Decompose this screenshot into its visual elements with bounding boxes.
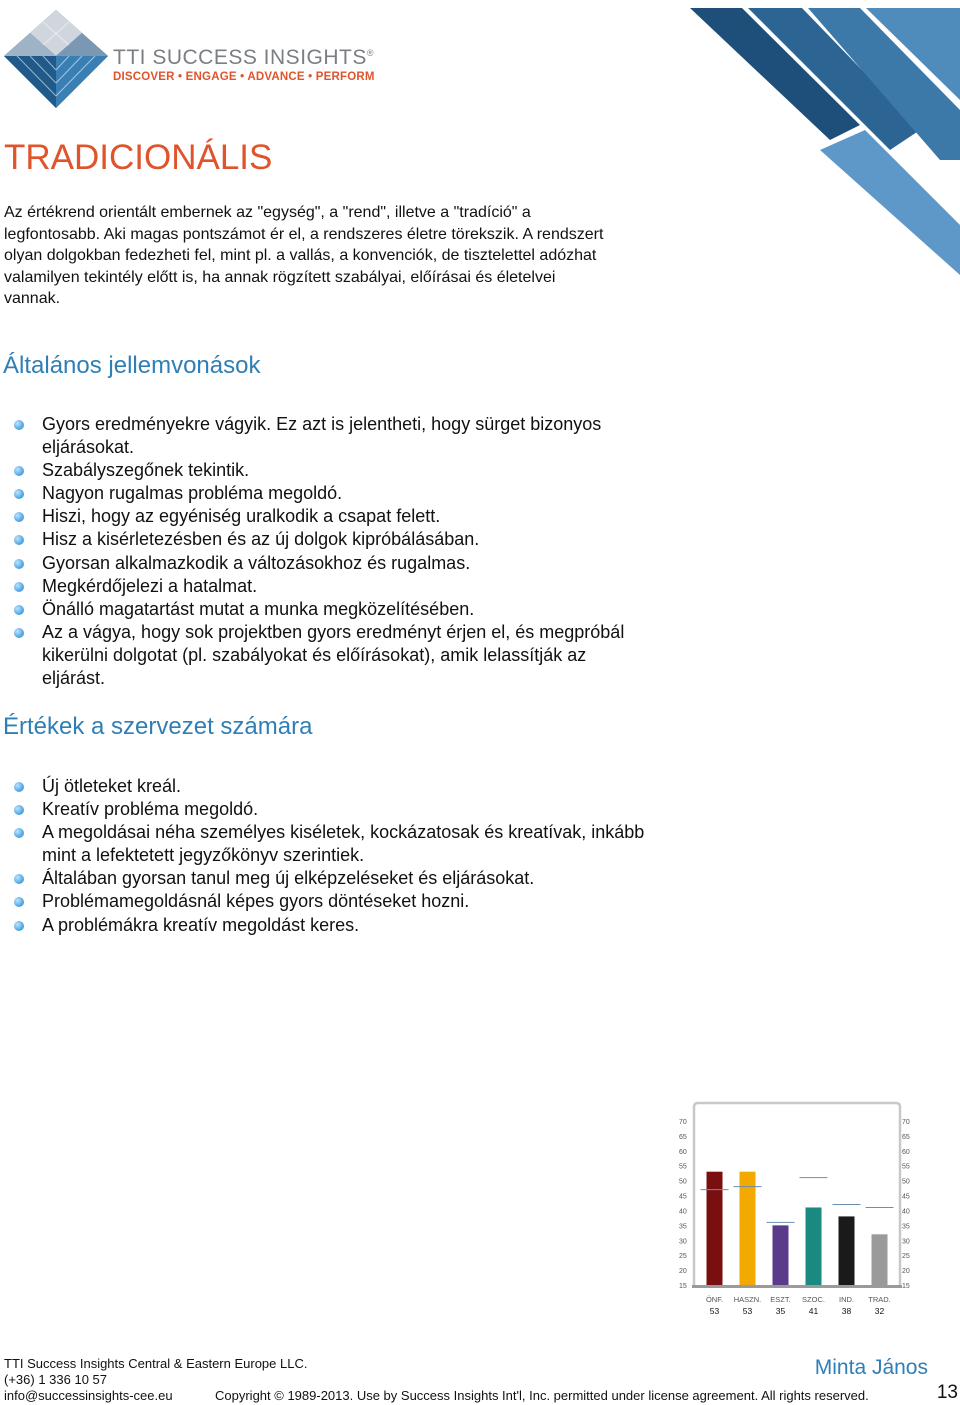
list-item: Hiszi, hogy az egyéniség uralkodik a csapat felett. (14, 505, 654, 528)
list-item: Nagyon rugalmas probléma megoldó. (14, 482, 654, 505)
y-tick-label-left: 50 (679, 1178, 687, 1186)
y-tick-label-left: 15 (679, 1283, 687, 1290)
brand-tagline: DISCOVER • ENGAGE • ADVANCE • PERFORM (113, 71, 375, 83)
bullet-icon (14, 828, 24, 838)
category-label: ÖNF. (705, 1295, 724, 1304)
category-label: HASZN. (733, 1295, 762, 1304)
general-traits-heading: Általános jellemvonások (3, 352, 261, 379)
footer-email: info@successinsights-cee.eu (4, 1388, 173, 1403)
chart-frame (694, 1103, 900, 1285)
y-tick-label-right: 70 (902, 1119, 910, 1126)
list-item: Gyorsan alkalmazkodik a változásokhoz és rugalmas. (14, 552, 654, 575)
footer-copyright: Copyright © 1989-2013. Use by Success Insights Int'l, Inc. permitted under license agreement. All rights reserved. (215, 1388, 869, 1403)
y-tick-label-left: 65 (679, 1133, 687, 1141)
bullet-icon (14, 874, 24, 884)
page-number: 13 (936, 1382, 958, 1403)
bullet-icon (14, 897, 24, 907)
data-label: 32 (874, 1306, 885, 1316)
y-tick-label-left: 70 (679, 1119, 687, 1126)
category-label: TRAD. (868, 1295, 891, 1304)
data-label: 53 (742, 1306, 753, 1316)
y-tick-label-right: 25 (902, 1253, 910, 1261)
bullet-icon (14, 466, 24, 476)
footer-company: TTI Success Insights Central & Eastern Europe LLC. (4, 1356, 308, 1371)
org-values-list (14, 775, 654, 937)
list-item: Gyors eredményekre vágyik. Ez azt is jelentheti, hogy sürget bizonyos eljárásokat. (14, 413, 654, 459)
chart-baseline (692, 1285, 902, 1288)
y-tick-label-right: 35 (902, 1223, 910, 1231)
y-tick-label-right: 55 (902, 1163, 910, 1171)
y-tick-label-right: 30 (902, 1238, 910, 1246)
bullet-icon (14, 489, 24, 499)
y-tick-label-left: 45 (679, 1193, 687, 1201)
chart-bar (773, 1225, 789, 1285)
footer-phone: (+36) 1 336 10 57 (4, 1372, 107, 1387)
chart-bar (872, 1234, 888, 1285)
y-tick-label-left: 60 (679, 1148, 687, 1156)
values-bar-chart (672, 1100, 922, 1322)
y-tick-label-left: 55 (679, 1163, 687, 1171)
person-name: Minta János (814, 1356, 928, 1379)
bullet-icon (14, 559, 24, 569)
intro-paragraph: Az értékrend orientált embernek az "egység", a "rend", illetve a "tradíció" a legfontosabb. Aki magas pontszámot ér el, a rendszeres életre törekszik. A rendszert olyan dolgokban fedezheti fel, mint pl. a vallás, a konvenciók, de tisztelettel adózhat valamilyen tekintély előtt is, ha annak rögzített szabályai, előírásai és életelvei vannak. (4, 204, 604, 308)
list-item: Megkérdőjelezi a hatalmat. (14, 575, 654, 598)
data-label: 53 (709, 1306, 720, 1316)
bullet-icon (14, 605, 24, 615)
list-item: Problémamegoldásnál képes gyors döntéseket hozni. (14, 890, 654, 913)
list-item: Önálló magatartást mutat a munka megközelítésében. (14, 598, 654, 621)
bullet-icon (14, 582, 24, 592)
page-title: TRADICIONÁLIS (4, 138, 273, 177)
y-tick-label-left: 40 (679, 1208, 687, 1216)
registered-mark: ® (366, 48, 374, 58)
y-tick-label-left: 25 (679, 1253, 687, 1261)
bullet-icon (14, 921, 24, 931)
y-tick-label-right: 50 (902, 1178, 910, 1186)
y-tick-label-left: 20 (679, 1268, 687, 1276)
y-tick-label-left: 35 (679, 1223, 687, 1231)
list-item: Új ötleteket kreál. (14, 775, 654, 798)
list-item: Az a vágya, hogy sok projektben gyors eredményt érjen el, és megpróbál kikerülni dolgotat (pl. szabályokat és előírásokat), amik lelassítják az eljárást. (14, 621, 654, 690)
list-item: Hisz a kisérletezésben és az új dolgok kipróbálásában. (14, 528, 654, 551)
category-label: IND. (839, 1295, 854, 1304)
bullet-icon (14, 805, 24, 815)
y-tick-label-left: 30 (679, 1238, 687, 1246)
data-label: 41 (808, 1306, 819, 1316)
category-label: SZOC. (802, 1295, 825, 1304)
bullet-icon (14, 512, 24, 522)
data-label: 35 (775, 1306, 786, 1316)
bullet-icon (14, 782, 24, 792)
data-label: 38 (841, 1306, 852, 1316)
y-tick-label-right: 20 (902, 1268, 910, 1276)
y-tick-label-right: 45 (902, 1193, 910, 1201)
list-item: Általában gyorsan tanul meg új elképzeléseket és eljárásokat. (14, 867, 654, 890)
y-tick-label-right: 40 (902, 1208, 910, 1216)
tti-diamond-logo (2, 8, 110, 110)
list-item: Szabályszegőnek tekintik. (14, 459, 654, 482)
y-tick-label-right: 60 (902, 1148, 910, 1156)
brand-name: TTI SUCCESS INSIGHTS® (113, 46, 374, 69)
chart-bar (806, 1207, 822, 1285)
y-tick-label-right: 65 (902, 1133, 910, 1141)
chart-bar (839, 1216, 855, 1285)
general-traits-list (14, 413, 654, 690)
list-item: A megoldásai néha személyes kiséletek, kockázatosak és kreatívak, inkább mint a lefektetett jegyzőkönyv szerintiek. (14, 821, 654, 867)
org-values-heading: Értékek a szervezet számára (3, 713, 313, 740)
bullet-icon (14, 628, 24, 638)
chart-bar (707, 1172, 723, 1285)
list-item: A problémákra kreatív megoldást keres. (14, 914, 654, 937)
bullet-icon (14, 535, 24, 545)
chart-bar (740, 1172, 756, 1285)
bullet-icon (14, 420, 24, 430)
y-tick-label-right: 15 (902, 1283, 910, 1290)
list-item: Kreatív probléma megoldó. (14, 798, 654, 821)
corner-stripes-decoration (690, 0, 960, 275)
category-label: ESZT. (770, 1295, 791, 1304)
